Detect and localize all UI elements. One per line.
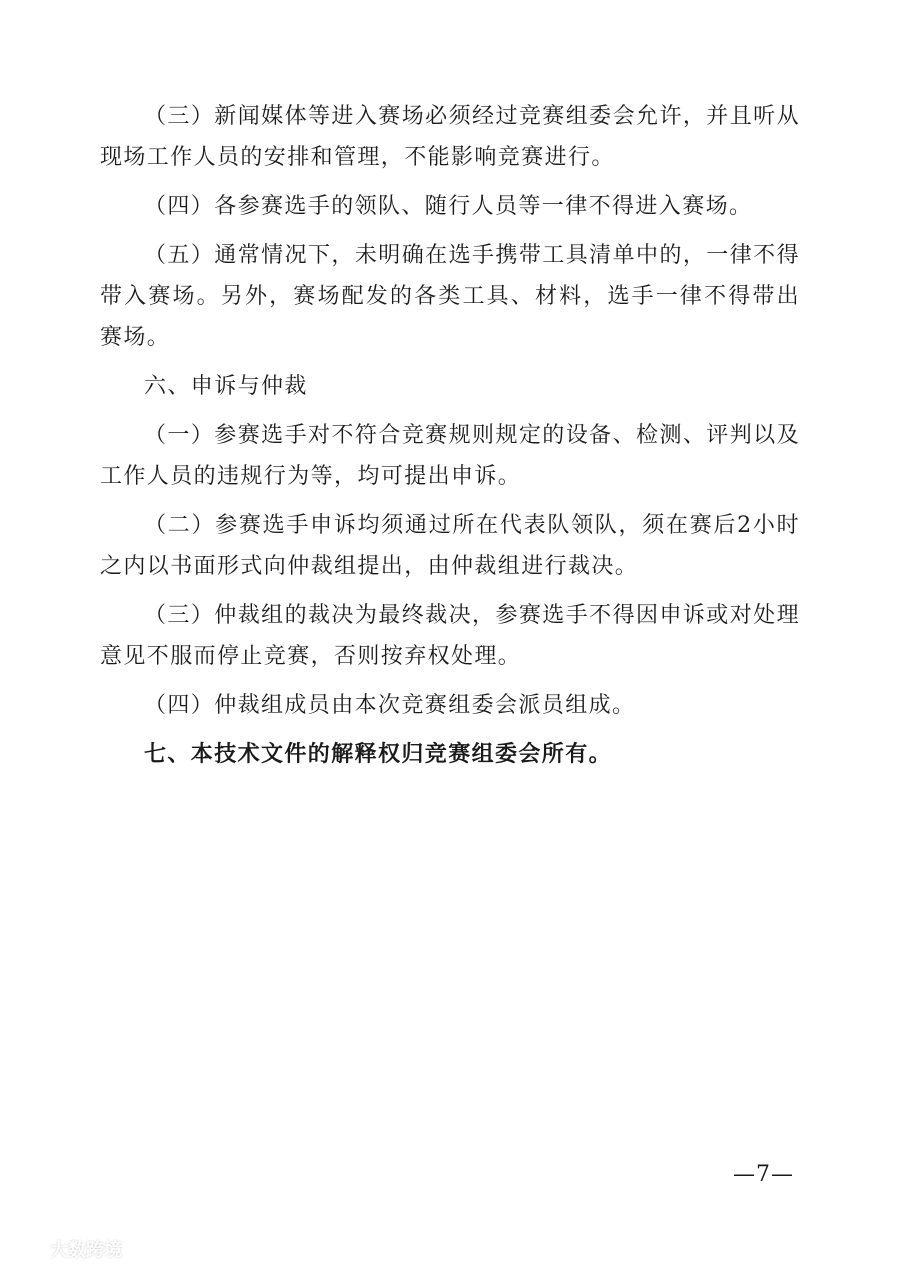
paragraph-arbitration-members: （四）仲裁组成员由本次竞赛组委会派员组成。 bbox=[144, 693, 636, 718]
paragraph-final-ruling: （三）仲裁组的裁决为最终裁决，参赛选手不得因申诉或对处理意见不服而停止竞赛，否则按弃权处理。 bbox=[100, 603, 800, 669]
paragraph-media-access: （三）新闻媒体等进入赛场必须经过竞赛组委会允许，并且听从现场工作人员的安排和管理，不能影响竞赛进行。 bbox=[100, 104, 800, 170]
watermark bbox=[6, 1236, 122, 1262]
section-heading-interpretation: 七、本技术文件的解释权归竞赛组委会所有。 bbox=[144, 742, 613, 767]
paragraph-appeal-procedure: （二）参赛选手申诉均须通过所在代表队领队，须在赛后2小时之内以书面形式向仲裁组提出，由仲裁组进行裁决。 bbox=[100, 513, 800, 579]
section-heading-appeals: 六、申诉与仲裁 bbox=[144, 374, 308, 399]
page-number: —7— bbox=[733, 1162, 794, 1187]
paragraph-tools: （五）通常情况下，未明确在选手携带工具清单中的，一律不得带入赛场。另外，赛场配发的各类工具、材料，选手一律不得带出赛场。 bbox=[100, 243, 800, 350]
watermark-text: 大数跨境 bbox=[50, 1240, 122, 1261]
document-body bbox=[100, 96, 800, 783]
brand-logo-icon bbox=[6, 1238, 44, 1260]
paragraph-team-leaders: （四）各参赛选手的领队、随行人员等一律不得进入赛场。 bbox=[144, 194, 753, 219]
paragraph-appeal-scope: （一）参赛选手对不符合竞赛规则规定的设备、检测、评判以及工作人员的违规行为等，均可提出申诉。 bbox=[100, 423, 800, 489]
